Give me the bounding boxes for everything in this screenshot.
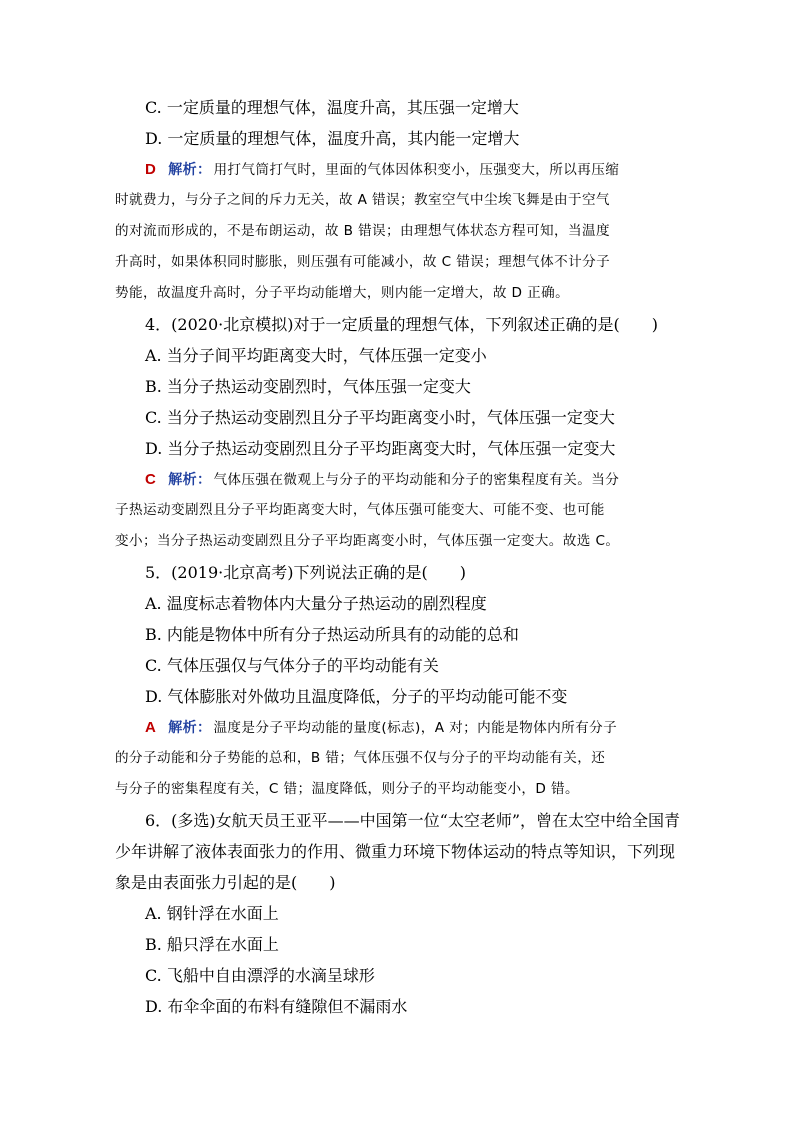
q3-option-c: C. 一定质量的理想气体，温度升高，其压强一定增大 (145, 98, 519, 117)
q4-option-b: B. 当分子热运动变剧烈时，气体压强一定变大 (145, 377, 471, 396)
q6-option-d: D. 布伞伞面的布料有缝隙但不漏雨水 (145, 997, 408, 1016)
q5-analysis-text: 温度是分子平均动能的量度(标志)，A 对；内能是物体内所有分子 (213, 720, 618, 736)
q5-option-b: B. 内能是物体中所有分子热运动所具有的动能的总和 (145, 625, 519, 644)
q4-stem: 4．(2020·北京模拟)对于一定质量的理想气体，下列叙述正确的是( ) (145, 315, 658, 334)
q4-answer: C (145, 471, 157, 488)
q5-analysis-label: 解析： (168, 720, 212, 736)
q6-option-c: C. 飞船中自由漂浮的水滴呈球形 (145, 966, 375, 985)
q5-analysis-line-1 (115, 712, 685, 743)
q3-analysis-line-5: 势能，故温度升高时，分子平均动能增大，则内能一定增大，故 D 正确。 (115, 285, 570, 301)
q3-analysis-text: 用打气筒打气时，里面的气体因体积变小，压强变大，所以再压缩 (213, 162, 620, 178)
q4-analysis-line-2: 子热运动变剧烈且分子平均距离变大时，气体压强可能变大、可能不变、也可能 (115, 502, 605, 518)
q6-option-a: A. 钢针浮在水面上 (145, 904, 279, 923)
q4-analysis-line-3: 变小；当分子热运动变剧烈且分子平均距离变小时，气体压强一定变大。故选 C。 (115, 533, 620, 549)
q5-option-c: C. 气体压强仅与气体分子的平均动能有关 (145, 656, 439, 675)
q5-stem: 5．(2019·北京高考)下列说法正确的是( ) (145, 563, 466, 582)
q3-analysis-label: 解析： (168, 162, 212, 178)
q4-analysis-line-1 (115, 464, 685, 495)
q3-analysis-line-1 (115, 154, 685, 185)
q3-answer: D (145, 161, 157, 178)
q6-option-b: B. 船只浮在水面上 (145, 935, 279, 954)
q5-option-a: A. 温度标志着物体内大量分子热运动的剧烈程度 (145, 594, 487, 613)
q6-stem-line-3: 象是由表面张力引起的是( ) (115, 873, 336, 892)
q4-option-d: D. 当分子热运动变剧烈且分子平均距离变大时，气体压强一定变大 (145, 439, 616, 458)
q5-option-d: D. 气体膨胀对外做功且温度降低，分子的平均动能可能不变 (145, 687, 568, 706)
q4-option-a: A. 当分子间平均距离变大时，气体压强一定变小 (145, 346, 487, 365)
q5-analysis-line-3: 与分子的密集程度有关，C 错；温度降低，则分子的平均动能变小，D 错。 (115, 781, 580, 797)
q6-stem-line-2: 少年讲解了液体表面张力的作用、微重力环境下物体运动的特点等知识，下列现 (115, 842, 676, 861)
q4-analysis-label: 解析： (168, 472, 212, 488)
q3-analysis-line-3: 的对流而形成的，不是布朗运动，故 B 错误；由理想气体状态方程可知，当温度 (115, 223, 610, 239)
q6-stem-line-1: 6．(多选)女航天员王亚平——中国第一位“太空老师”，曾在太空中给全国青 (145, 811, 681, 830)
q3-analysis-line-4: 升高时，如果体积同时膨胀，则压强有可能减小，故 C 错误；理想气体不计分子 (115, 254, 611, 270)
document-page (115, 92, 685, 1022)
q3-option-d: D. 一定质量的理想气体，温度升高，其内能一定增大 (145, 129, 520, 148)
q5-analysis-line-2: 的分子动能和分子势能的总和，B 错；气体压强不仅与分子的平均动能有关，还 (115, 750, 606, 766)
q3-analysis-line-2: 时就费力，与分子之间的斥力无关，故 A 错误；教室空气中尘埃飞舞是由于空气 (115, 192, 610, 208)
q5-answer: A (145, 719, 157, 736)
q4-analysis-text: 气体压强在微观上与分子的平均动能和分子的密集程度有关。当分 (213, 472, 620, 488)
q4-option-c: C. 当分子热运动变剧烈且分子平均距离变小时，气体压强一定变大 (145, 408, 615, 427)
